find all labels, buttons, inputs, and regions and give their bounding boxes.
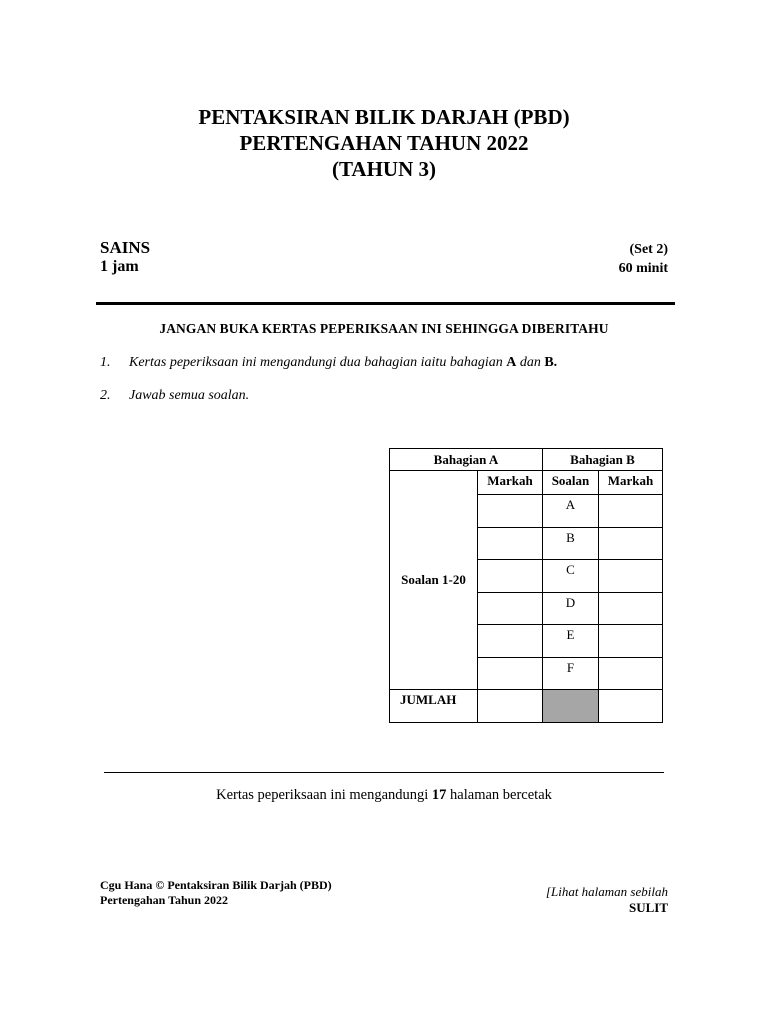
set-block (619, 240, 668, 278)
set-minutes: 60 minit (618, 261, 668, 276)
bottom-divider (104, 772, 664, 773)
soalan-letter: E (543, 625, 599, 658)
soalan-letter: F (543, 657, 599, 690)
footer-credit (100, 878, 332, 908)
instruction-text: Jawab semua soalan. (129, 388, 250, 403)
col-soalan-b: Soalan (543, 471, 599, 495)
warning-text: JANGAN BUKA KERTAS PEPERIKSAAN INI SEHINGGA DIBERITAHU (159, 321, 609, 336)
jumlah-a-cell[interactable] (478, 690, 543, 723)
instruction-text-mid: dan (516, 355, 545, 370)
markah-b-cell[interactable] (599, 495, 663, 528)
markah-b-cell[interactable] (599, 657, 663, 690)
soalan-letter: D (543, 592, 599, 625)
jumlah-shaded-cell (543, 690, 599, 723)
instruction-1 (100, 355, 557, 371)
header-bahagian-b: Bahagian B (543, 449, 663, 471)
header-divider (96, 302, 675, 305)
markah-a-cell[interactable] (478, 657, 543, 690)
soalan-letter: B (543, 527, 599, 560)
markah-a-cell[interactable] (478, 560, 543, 593)
soalan-letter: C (543, 560, 599, 593)
markah-b-cell[interactable] (599, 560, 663, 593)
title-line-3: (TAHUN 3) (331, 157, 436, 181)
markah-b-cell[interactable] (599, 527, 663, 560)
col-markah-b: Markah (599, 471, 663, 495)
soalan-letter: A (543, 495, 599, 528)
header-bahagian-a: Bahagian A (390, 449, 543, 471)
markah-b-cell[interactable] (599, 625, 663, 658)
page-count-note (0, 787, 768, 804)
instruction-2 (100, 388, 249, 404)
instruction-number: 1. (100, 355, 111, 370)
see-next-page: [Lihat halaman sebilah (545, 884, 668, 899)
markah-a-cell[interactable] (478, 527, 543, 560)
soalan-range: Soalan 1-20 (390, 471, 478, 690)
title-line-1: PENTAKSIRAN BILIK DARJAH (PBD) (198, 105, 570, 129)
markah-a-cell[interactable] (478, 625, 543, 658)
title-line-2: PERTENGAHAN TAHUN 2022 (239, 131, 529, 155)
col-markah-a: Markah (478, 471, 543, 495)
page-count: 17 (431, 787, 447, 803)
instruction-part-a: A (506, 355, 517, 370)
subject-block (100, 238, 150, 276)
markah-a-cell[interactable] (478, 495, 543, 528)
page-count-prefix: Kertas peperiksaan ini mengandungi (216, 787, 432, 803)
footer-note (546, 884, 668, 916)
marks-table (389, 448, 663, 723)
sulit-label: SULIT (628, 900, 668, 915)
page-count-suffix: halaman bercetak (446, 787, 552, 803)
markah-b-cell[interactable] (599, 592, 663, 625)
set-label: (Set 2) (629, 242, 668, 257)
exam-title (0, 104, 768, 182)
instruction-text: Kertas peperiksaan ini mengandungi dua bahagian iaitu bahagian (129, 355, 507, 370)
subject-name: SAINS (100, 238, 151, 257)
footer-credit-line-2: Pertengahan Tahun 2022 (100, 893, 229, 907)
jumlah-label: JUMLAH (390, 690, 478, 723)
jumlah-b-cell[interactable] (599, 690, 663, 723)
instruction-number: 2. (100, 388, 111, 403)
instruction-part-b: B. (544, 355, 558, 370)
subject-duration: 1 jam (100, 258, 139, 275)
footer-credit-line-1: Cgu Hana © Pentaksiran Bilik Darjah (PBD) (100, 878, 332, 892)
markah-a-cell[interactable] (478, 592, 543, 625)
